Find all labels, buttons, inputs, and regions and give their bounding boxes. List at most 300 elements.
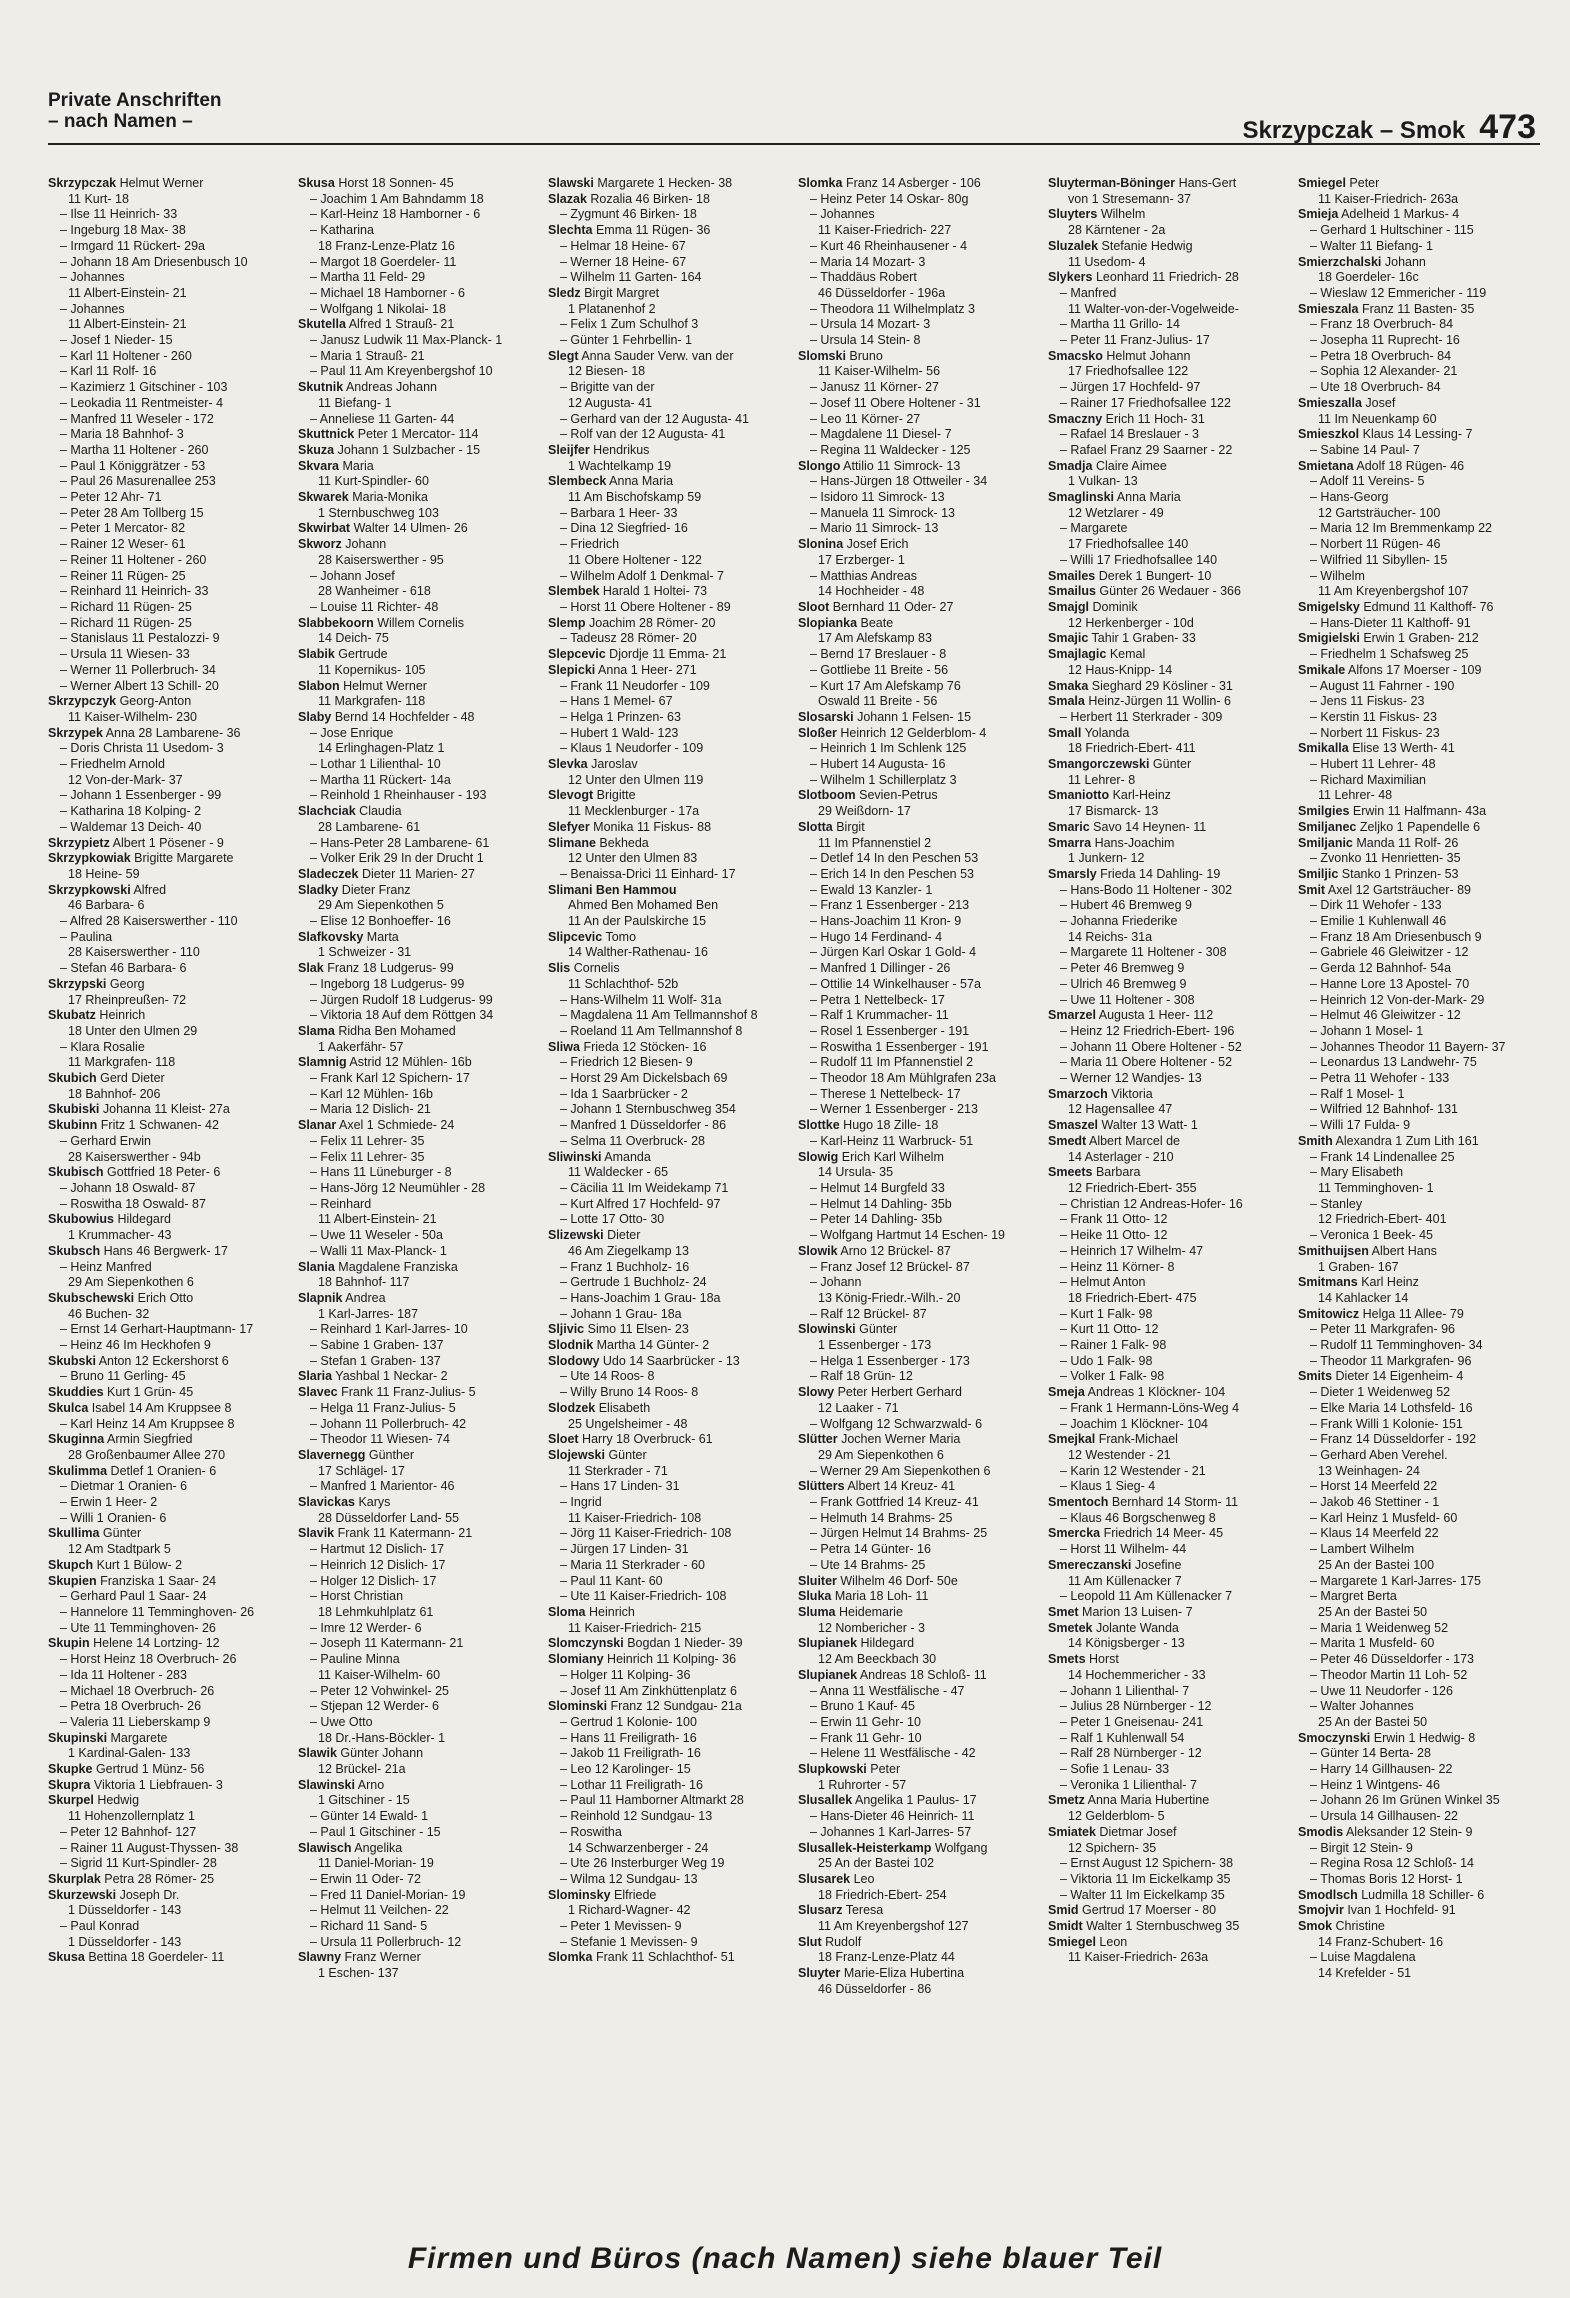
surname: Smaka xyxy=(1048,678,1089,693)
directory-subentry: – Holger 11 Kolping- 36 xyxy=(560,1667,691,1682)
surname: Smigielski xyxy=(1298,631,1360,646)
directory-subentry: – Stefan 46 Barbara- 6 xyxy=(60,961,187,976)
directory-subentry: 25 An der Bastei 50 xyxy=(1318,1714,1428,1729)
directory-subentry: 1 Platanenhof 2 xyxy=(568,301,656,316)
directory-subentry: – Barbara 1 Heer- 33 xyxy=(560,505,678,520)
directory-subentry: – Stjepan 12 Werder- 6 xyxy=(310,1699,440,1714)
directory-entry: Slodowy Udo 14 Saarbrücker - 13 xyxy=(548,1353,740,1368)
directory-subentry: – Helmut 46 Gleiwitzer - 12 xyxy=(1310,1008,1461,1023)
directory-subentry: – Klaus 1 Neudorfer - 109 xyxy=(560,741,704,756)
directory-entry: Slusallek-Heisterkamp Wolfgang xyxy=(798,1840,988,1855)
surname: Smercka xyxy=(1048,1526,1101,1541)
directory-subentry: 12 Friedrich-Ebert- 401 xyxy=(1318,1212,1447,1227)
directory-subentry: 11 Lehrer- 48 xyxy=(1318,788,1393,803)
surname: Smiljanec xyxy=(1298,819,1357,834)
directory-subentry: – Johann 1 Essenberger - 99 xyxy=(60,788,222,803)
directory-entry: Smarra Hans-Joachim xyxy=(1048,835,1175,850)
directory-column-4 xyxy=(798,176,1042,2186)
directory-subentry: 1 Vulkan- 13 xyxy=(1068,474,1138,489)
surname: Sliwa xyxy=(548,1039,580,1054)
directory-entry: Smilgies Erwin 11 Halfmann- 43a xyxy=(1298,804,1487,819)
directory-entry: Skubinn Fritz 1 Schwanen- 42 xyxy=(48,1118,219,1133)
directory-subentry: 12 Augusta- 41 xyxy=(568,395,653,410)
directory-entry: Slongo Attilio 11 Simrock- 13 xyxy=(798,458,961,473)
surname: Skwarek xyxy=(298,490,349,505)
directory-entry: Smacsko Helmut Johann xyxy=(1048,348,1191,363)
directory-subentry: – Doris Christa 11 Usedom- 3 xyxy=(60,741,224,756)
directory-subentry: – Richard 11 Rügen- 25 xyxy=(60,599,192,614)
surname: Smangorczewski xyxy=(1048,757,1150,772)
directory-subentry: – Hans-Jürgen 18 Ottweiler - 34 xyxy=(810,474,988,489)
directory-entry: Skulca Isabel 14 Am Kruppsee 8 xyxy=(48,1400,232,1415)
directory-subentry: – Richard Maximilian xyxy=(1310,772,1427,787)
directory-subentry: 14 Schwarzenberger - 24 xyxy=(568,1840,709,1855)
surname: Slimani Ben Hammou xyxy=(548,882,677,897)
surname: Slomski xyxy=(798,348,846,363)
directory-subentry: – Maria 12 Dislich- 21 xyxy=(310,1102,431,1117)
directory-subentry: – Sophia 12 Alexander- 21 xyxy=(1310,364,1458,379)
directory-subentry: – Leo 12 Karolinger- 15 xyxy=(560,1762,691,1777)
directory-subentry: – Horst Christian xyxy=(310,1589,404,1604)
directory-subentry: – Hubert 1 Wald- 123 xyxy=(560,725,679,740)
directory-subentry: – Viktoria 18 Auf dem Röttgen 34 xyxy=(310,1008,494,1023)
directory-entry: Smierzchalski Johann xyxy=(1298,254,1426,269)
directory-subentry: – Zygmunt 46 Birken- 18 xyxy=(560,207,697,222)
surname: Slaby xyxy=(298,709,332,724)
directory-entry: Sljivic Simo 11 Elsen- 23 xyxy=(548,1322,689,1337)
directory-subentry: – Harry 14 Gillhausen- 22 xyxy=(1310,1762,1453,1777)
directory-entry: Smarzel Augusta 1 Heer- 112 xyxy=(1048,1008,1214,1023)
directory-subentry: – Margarete 1 Karl-Jarres- 175 xyxy=(1310,1573,1481,1588)
directory-subentry: 17 Schlägel- 17 xyxy=(318,1463,405,1478)
directory-subentry: – Frank Willi 1 Kolonie- 151 xyxy=(1310,1416,1463,1431)
directory-subentry: – Rosel 1 Essenberger - 191 xyxy=(810,1023,970,1038)
directory-subentry: – Detlef 14 In den Peschen 53 xyxy=(810,851,979,866)
directory-entry: Smaniotto Karl-Heinz xyxy=(1048,788,1171,803)
surname: Smarsly xyxy=(1048,866,1097,881)
surname: Skupke xyxy=(48,1762,93,1777)
directory-subentry: – Richard 11 Sand- 5 xyxy=(310,1919,428,1934)
directory-entry: Slotboom Sevien-Petrus xyxy=(798,788,938,803)
directory-subentry: – Ida 11 Holtener - 283 xyxy=(60,1667,187,1682)
directory-subentry: 14 Kahlacker 14 xyxy=(1318,1290,1409,1305)
directory-entry: Skuginna Armin Siegfried xyxy=(48,1432,193,1447)
directory-subentry: – Heinrich 12 Dislich- 17 xyxy=(310,1557,446,1572)
directory-subentry: – Jakob 46 Stettiner - 1 xyxy=(1310,1495,1440,1510)
directory-subentry: – Jürgen 17 Linden- 31 xyxy=(560,1542,689,1557)
directory-subentry: – Lothar 1 Lilienthal- 10 xyxy=(310,757,441,772)
directory-entry: Slefyer Monika 11 Fiskus- 88 xyxy=(548,819,712,834)
directory-subentry: – Karin 12 Westender - 21 xyxy=(1060,1463,1206,1478)
directory-subentry: – Ursula 11 Pollerbruch- 12 xyxy=(310,1934,462,1949)
directory-subentry: 29 Am Siepenkothen 5 xyxy=(318,898,444,913)
directory-subentry: – Magdalene 11 Diesel- 7 xyxy=(810,427,952,442)
surname: Skupch xyxy=(48,1557,94,1572)
directory-subentry: 46 Düsseldorfer - 196a xyxy=(818,285,946,300)
directory-subentry: – Paul Konrad xyxy=(60,1919,140,1934)
directory-subentry: – Regina 11 Waldecker - 125 xyxy=(810,442,971,457)
surname: Smieszala xyxy=(1298,301,1359,316)
directory-entry: Slomiany Heinrich 11 Kolping- 36 xyxy=(548,1652,737,1667)
directory-subentry: – Maria 18 Bahnhof- 3 xyxy=(60,427,184,442)
directory-subentry: – August 11 Fahrner - 190 xyxy=(1310,678,1455,693)
directory-entry: Sluka Maria 18 Loh- 11 xyxy=(798,1589,929,1604)
surname: Sljivic xyxy=(548,1322,585,1337)
directory-subentry: – Bernd 17 Breslauer - 8 xyxy=(810,647,947,662)
surname: Smid xyxy=(1048,1903,1079,1918)
directory-subentry: – Johanna Friederike xyxy=(1060,914,1178,929)
surname: Slembek xyxy=(548,584,600,599)
directory-subentry: – Frank 11 Neudorfer - 109 xyxy=(560,678,710,693)
directory-subentry: – Hannelore 11 Temminghoven- 26 xyxy=(60,1604,255,1619)
surname: Skubschewski xyxy=(48,1290,135,1305)
directory-subentry: – Wilfried 12 Bahnhof- 131 xyxy=(1310,1102,1459,1117)
directory-subentry: – Peter 46 Düsseldorfer - 173 xyxy=(1310,1652,1474,1667)
directory-entry: Skrzypczak Helmut Werner xyxy=(48,176,204,190)
surname: Skubiski xyxy=(48,1102,100,1117)
directory-entry: Slavickas Karys xyxy=(298,1495,391,1510)
directory-subentry: – Karl Heinz 14 Am Kruppsee 8 xyxy=(60,1416,235,1431)
surname: Sloet xyxy=(548,1432,579,1447)
directory-subentry: 28 Kaiserswerther - 95 xyxy=(318,552,444,567)
directory-entry: Small Yolanda xyxy=(1048,725,1130,740)
directory-subentry: – Margarete xyxy=(1060,521,1128,536)
directory-subentry: 18 Heine- 59 xyxy=(68,866,140,881)
surname: Sledz xyxy=(548,285,581,300)
surname: Skulimma xyxy=(48,1463,108,1478)
directory-subentry: – Waldemar 13 Deich- 40 xyxy=(60,819,202,834)
directory-subentry: – Hans-Dieter 11 Kalthoff- 91 xyxy=(1310,615,1471,630)
directory-subentry: – Hans-Bodo 11 Holtener - 302 xyxy=(1060,882,1233,897)
directory-entry: Sloma Heinrich xyxy=(548,1604,635,1619)
directory-subentry: 18 Lehmkuhlplatz 61 xyxy=(318,1604,434,1619)
directory-subentry: – Rafael Franz 29 Saarner - 22 xyxy=(1060,442,1233,457)
directory-column-2 xyxy=(298,176,542,2186)
directory-subentry: – Kurt 17 Am Alefskamp 76 xyxy=(810,678,961,693)
directory-entry: Sladeczek Dieter 11 Marien- 27 xyxy=(298,866,475,881)
directory-entry: Skrzypkowiak Brigitte Margarete xyxy=(48,851,234,866)
surname: Skrzypkowski xyxy=(48,882,131,897)
directory-entry: Slaby Bernd 14 Hochfelder - 48 xyxy=(298,709,475,724)
directory-subentry: – Paul 11 Kant- 60 xyxy=(560,1573,663,1588)
directory-entry: Smietana Adolf 18 Rügen- 46 xyxy=(1298,458,1465,473)
surname: Smaniotto xyxy=(1048,788,1110,803)
directory-entry: Smiegel Leon xyxy=(1048,1934,1128,1949)
directory-subentry: – Peter 28 Am Tollberg 15 xyxy=(60,505,204,520)
directory-entry: Skuza Johann 1 Sulzbacher - 15 xyxy=(298,442,481,457)
surname: Smieszkol xyxy=(1298,427,1360,442)
directory-subentry: 1 Sternbuschweg 103 xyxy=(318,505,439,520)
surname: Skurplak xyxy=(48,1871,101,1886)
directory-subentry: – Christian 12 Andreas-Hofer- 16 xyxy=(1060,1196,1243,1211)
directory-subentry: 12 Laaker - 71 xyxy=(818,1400,899,1415)
surname: Slak xyxy=(298,961,324,976)
directory-entry: Slevogt Brigitte xyxy=(548,788,636,803)
directory-subentry: – Ida 1 Saarbrücker - 2 xyxy=(560,1086,688,1101)
directory-subentry: – Kazimierz 1 Gitschiner - 103 xyxy=(60,380,228,395)
directory-subentry: 12 Gelderblom- 5 xyxy=(1068,1809,1165,1824)
directory-subentry: – Johannes xyxy=(60,270,125,285)
directory-entry: Skubowius Hildegard xyxy=(48,1212,171,1227)
directory-entry: Slanar Axel 1 Schmiede- 24 xyxy=(298,1118,455,1133)
directory-subentry: – Uwe 11 Neudorfer - 126 xyxy=(1310,1683,1453,1698)
surname: Slawik xyxy=(298,1746,337,1761)
surname: Smereczanski xyxy=(1048,1557,1132,1572)
surname: Slaria xyxy=(298,1369,333,1384)
surname: Slodzek xyxy=(548,1400,596,1415)
surname: Slabbekoorn xyxy=(298,615,374,630)
directory-entry: Skrzypczyk Georg-Anton xyxy=(48,694,192,709)
directory-entry: Skubiski Johanna 11 Kleist- 27a xyxy=(48,1102,230,1117)
directory-subentry: 12 Wetzlarer - 49 xyxy=(1068,505,1164,520)
directory-entry: Skubich Gerd Dieter xyxy=(48,1071,165,1086)
directory-subentry: – Erwin 11 Oder- 72 xyxy=(310,1871,421,1886)
directory-subentry: 11 Obere Holtener - 122 xyxy=(568,552,702,567)
directory-subentry: 25 An der Bastei 100 xyxy=(1318,1557,1435,1572)
surname: Slomiany xyxy=(548,1652,604,1667)
directory-subentry: – Rainer 17 Friedhofsallee 122 xyxy=(1060,395,1231,410)
directory-entry: Skupien Franziska 1 Saar- 24 xyxy=(48,1573,217,1588)
surname: Smidt xyxy=(1048,1919,1083,1934)
directory-subentry: – Theodor Martin 11 Loh- 52 xyxy=(1310,1667,1468,1682)
directory-entry: Slavec Frank 11 Franz-Julius- 5 xyxy=(298,1385,476,1400)
directory-entry: Slipcevic Tomo xyxy=(548,929,637,944)
surname: Skrzypski xyxy=(48,976,107,991)
directory-subentry: – Imre 12 Werder- 6 xyxy=(310,1620,422,1635)
header-rule xyxy=(48,143,1540,145)
directory-subentry: 18 Dr.-Hans-Böckler- 1 xyxy=(318,1730,446,1745)
directory-subentry: – Franz 1 Essenberger - 213 xyxy=(810,898,970,913)
directory-subentry: – Heike 11 Otto- 12 xyxy=(1060,1228,1168,1243)
directory-subentry: – Jakob 11 Freiligrath- 16 xyxy=(560,1746,701,1761)
directory-subentry: – Matthias Andreas xyxy=(810,568,918,583)
directory-subentry: – Wolfgang 1 Nikolai- 18 xyxy=(310,301,446,316)
directory-entry: Slupianek Andreas 18 Schloß- 11 xyxy=(798,1667,987,1682)
directory-subentry: 13 Weinhagen- 24 xyxy=(1318,1463,1420,1478)
directory-subentry: – Günter 14 Berta- 28 xyxy=(1310,1746,1431,1761)
directory-subentry: – Horst 11 Wilhelm- 44 xyxy=(1060,1542,1187,1557)
directory-subentry: – Horst 29 Am Dickelsbach 69 xyxy=(560,1071,728,1086)
directory-entry: Smailes Derek 1 Bungert- 10 xyxy=(1048,568,1212,583)
directory-subentry: – Werner Albert 13 Schill- 20 xyxy=(60,678,219,693)
directory-subentry: – Cäcilia 11 Im Weidekamp 71 xyxy=(560,1181,729,1195)
directory-entry: Smangorczewski Günter xyxy=(1048,757,1192,772)
surname: Skubsch xyxy=(48,1243,101,1258)
surname: Smejkal xyxy=(1048,1432,1096,1447)
surname: Skwirbat xyxy=(298,521,351,536)
directory-subentry: – Marita 1 Musfeld- 60 xyxy=(1310,1636,1435,1651)
directory-entry: Smaczny Erich 11 Hoch- 31 xyxy=(1048,411,1205,426)
directory-entry: Smieja Adelheid 1 Markus- 4 xyxy=(1298,207,1460,222)
directory-entry: Slonina Josef Erich xyxy=(798,537,909,552)
surname: Smala xyxy=(1048,694,1085,709)
directory-subentry: – Johann 1 Sternbuschweg 354 xyxy=(560,1102,736,1117)
surname: Smeja xyxy=(1048,1385,1085,1400)
directory-subentry: – Petra 18 Overbruch- 26 xyxy=(60,1699,202,1714)
directory-subentry: 11 Kaiser-Friedrich- 108 xyxy=(568,1510,702,1525)
surname: Slütter xyxy=(798,1432,838,1447)
directory-column-5 xyxy=(1048,176,1292,2186)
directory-subentry: 1 Gitschiner - 15 xyxy=(318,1793,410,1808)
directory-subentry: – Leopold 11 Am Küllenacker 7 xyxy=(1060,1589,1233,1604)
directory-subentry: – Manfred 1 Düsseldorfer - 86 xyxy=(560,1118,727,1133)
surname: Skuddies xyxy=(48,1385,104,1400)
directory-subentry: – Günter 14 Ewald- 1 xyxy=(310,1809,429,1824)
directory-subentry: – Walter 11 Im Eickelkamp 35 xyxy=(1060,1887,1225,1902)
directory-subentry: 11 Im Pfannenstiel 2 xyxy=(818,835,932,850)
directory-subentry: – Hans 11 Freiligrath- 16 xyxy=(560,1730,697,1745)
directory-subentry: – Stefanie 1 Mevissen- 9 xyxy=(560,1934,698,1949)
directory-entry: Smajlagic Kemal xyxy=(1048,647,1146,662)
directory-entry: Slegt Anna Sauder Verw. van der xyxy=(548,348,734,363)
directory-subentry: – Karl 11 Holtener - 260 xyxy=(60,348,192,363)
surname: Slis xyxy=(548,961,571,976)
surname: Slipcevic xyxy=(548,929,603,944)
directory-entry: Smedt Albert Marcel de xyxy=(1048,1133,1180,1148)
surname: Smiegel xyxy=(1048,1934,1096,1949)
surname: Sluyter xyxy=(798,1966,841,1981)
directory-subentry: – Maria 12 Im Bremmenkamp 22 xyxy=(1310,521,1493,536)
directory-subentry: – Birgit 12 Stein- 9 xyxy=(1310,1840,1413,1855)
directory-entry: Slafkovsky Marta xyxy=(298,929,399,944)
directory-entry: Slamnig Astrid 12 Mühlen- 16b xyxy=(298,1055,472,1070)
directory-subentry: – Fred 11 Daniel-Morian- 19 xyxy=(310,1887,466,1902)
directory-subentry: 14 Hochemmericher - 33 xyxy=(1068,1667,1206,1682)
directory-entry: Skutnik Andreas Johann xyxy=(298,380,437,395)
directory-entry: Skrzypietz Albert 1 Pösener - 9 xyxy=(48,835,224,850)
directory-subentry: – Wilhelm 11 Garten- 164 xyxy=(560,270,702,285)
directory-subentry: – Klaus 14 Meerfeld 22 xyxy=(1310,1526,1439,1541)
directory-subentry: – Heinrich 1 Im Schlenk 125 xyxy=(810,741,967,756)
directory-entry: Skusa Horst 18 Sonnen- 45 xyxy=(298,176,454,190)
directory-subentry: – Martha 11 Grillo- 14 xyxy=(1060,317,1180,332)
directory-subentry: 11 An der Paulskirche 15 xyxy=(568,914,707,929)
directory-subentry: – Maria 14 Mozart- 3 xyxy=(810,254,926,269)
directory-subentry: – Uwe Otto xyxy=(310,1714,373,1729)
directory-subentry: – Ernst 14 Gerhart-Hauptmann- 17 xyxy=(60,1322,254,1337)
directory-entry: Slotta Birgit xyxy=(798,819,865,834)
directory-subentry: – Katharina 18 Kolping- 2 xyxy=(60,804,202,819)
directory-subentry: – Maria 1 Strauß- 21 xyxy=(310,348,425,363)
directory-subentry: – Franz 14 Düsseldorfer - 192 xyxy=(1310,1432,1477,1447)
running-header xyxy=(1242,108,1536,147)
surname: Smajgl xyxy=(1048,599,1089,614)
directory-subentry: – Leokadia 11 Rentmeister- 4 xyxy=(60,395,224,410)
directory-subentry: – Theodora 11 Wilhelmplatz 3 xyxy=(810,301,975,316)
directory-subentry: 46 Düsseldorfer - 86 xyxy=(818,1981,932,1996)
directory-entry: Smok Christine xyxy=(1298,1919,1385,1934)
directory-subentry: – Reinhold 12 Sundgau- 13 xyxy=(560,1809,713,1824)
directory-subentry: 46 Barbara- 6 xyxy=(68,898,145,913)
directory-subentry: – Johann 11 Pollerbruch- 42 xyxy=(310,1416,467,1431)
directory-subentry: – Hans 17 Linden- 31 xyxy=(560,1479,680,1494)
surname: Skubski xyxy=(48,1353,96,1368)
directory-subentry: 12 Friedrich-Ebert- 355 xyxy=(1068,1181,1197,1195)
directory-subentry: 14 Franz-Schubert- 16 xyxy=(1318,1934,1444,1949)
directory-entry: Slusarek Leo xyxy=(798,1871,875,1886)
directory-entry: Slevka Jaroslav xyxy=(548,757,638,772)
directory-subentry: – Michael 18 Overbruch- 26 xyxy=(60,1683,215,1698)
directory-subentry: – Regina Rosa 12 Schloß- 14 xyxy=(1310,1856,1474,1871)
surname: Slefyer xyxy=(548,819,590,834)
directory-subentry: – Jörg 11 Kaiser-Friedrich- 108 xyxy=(560,1526,732,1541)
directory-subentry: 11 Kurt-Spindler- 60 xyxy=(318,474,429,489)
directory-entry: Smet Marion 13 Luisen- 7 xyxy=(1048,1604,1193,1619)
surname: Skurpel xyxy=(48,1793,94,1808)
directory-entry: Sloet Harry 18 Overbruck- 61 xyxy=(548,1432,713,1447)
directory-entry: Skubisch Gottfried 18 Peter- 6 xyxy=(48,1165,221,1180)
directory-subentry: – Viktoria 11 Im Eickelkamp 35 xyxy=(1060,1871,1231,1886)
directory-entry: Skupke Gertrud 1 Münz- 56 xyxy=(48,1762,205,1777)
directory-entry: Skupin Helene 14 Lortzing- 12 xyxy=(48,1636,220,1651)
directory-entry: Smadja Claire Aimee xyxy=(1048,458,1167,473)
directory-entry: Skrzypski Georg xyxy=(48,976,145,991)
directory-entry: Slodnik Martha 14 Günter- 2 xyxy=(548,1338,710,1353)
section-title-line2: – nach Namen – xyxy=(48,111,193,132)
directory-subentry: 11 Kopernikus- 105 xyxy=(318,662,426,677)
directory-subentry: – Helene 11 Westfälische - 42 xyxy=(810,1746,976,1761)
directory-entry: Slominski Franz 12 Sundgau- 21a xyxy=(548,1699,742,1714)
directory-entry: Slachciak Claudia xyxy=(298,804,402,819)
directory-entry: Slütters Albert 14 Kreuz- 41 xyxy=(798,1479,956,1494)
directory-subentry: 11 Am Kreyenbergshof 107 xyxy=(1318,584,1469,599)
directory-entry: Slabbekoorn Willem Cornelis xyxy=(298,615,465,630)
directory-subentry: – Martha 11 Feld- 29 xyxy=(310,270,426,285)
directory-entry: Slupkowski Peter xyxy=(798,1762,901,1777)
directory-subentry: 28 Wanheimer - 618 xyxy=(318,584,431,599)
surname: Slamnig xyxy=(298,1055,347,1070)
directory-entry: Slizewski Dieter xyxy=(548,1228,641,1243)
directory-subentry: – Kerstin 11 Fiskus- 23 xyxy=(1310,709,1437,724)
directory-subentry: – Gerhard 1 Hultschiner - 115 xyxy=(1310,223,1474,238)
directory-subentry: – Joachim 1 Am Bahndamm 18 xyxy=(310,191,484,206)
directory-subentry: – Bruno 11 Gerling- 45 xyxy=(60,1369,186,1384)
surname: Slowinski xyxy=(798,1322,856,1337)
directory-subentry: – Frank 11 Gehr- 10 xyxy=(810,1730,922,1745)
directory-subentry: – Sabine 14 Paul- 7 xyxy=(1310,442,1420,457)
directory-subentry: – Felix 11 Lehrer- 35 xyxy=(310,1149,425,1164)
directory-subentry: – Thaddäus Robert xyxy=(810,270,917,285)
directory-subentry: 28 Kaiserswerther - 94b xyxy=(68,1149,201,1164)
directory-entry: Slapnik Andrea xyxy=(298,1290,386,1305)
directory-entry: Slania Magdalene Franziska xyxy=(298,1259,458,1274)
surname: Sladky xyxy=(298,882,339,897)
surname: Slapnik xyxy=(298,1290,343,1305)
directory-subentry: – Rudolf 11 Im Pfannenstiel 2 xyxy=(810,1055,974,1070)
surname: Sliwinski xyxy=(548,1149,602,1164)
directory-subentry: – Hans 11 Lüneburger - 8 xyxy=(310,1165,452,1180)
surname: Slemp xyxy=(548,615,586,630)
directory-subentry: – Magdalena 11 Am Tellmannshof 8 xyxy=(560,1008,758,1023)
directory-subentry: – Louise 11 Richter- 48 xyxy=(310,599,439,614)
directory-subentry: – Paul 1 Königgrätzer - 53 xyxy=(60,458,206,473)
directory-subentry: 1 Ruhrorter - 57 xyxy=(818,1777,907,1792)
directory-subentry: – Paulina xyxy=(60,929,113,944)
directory-subentry: – Elise 12 Bonhoeffer- 16 xyxy=(310,914,451,929)
directory-subentry: 11 Albert-Einstein- 21 xyxy=(68,317,187,332)
directory-column-1 xyxy=(48,176,292,2186)
directory-entry: Smereczanski Josefine xyxy=(1048,1557,1182,1572)
directory-entry: Skupinski Margarete xyxy=(48,1730,168,1745)
directory-subentry: – Willy Bruno 14 Roos- 8 xyxy=(560,1385,699,1400)
directory-subentry: – Ingeburg 18 Max- 38 xyxy=(60,223,186,238)
directory-entry: Skwarek Maria-Monika xyxy=(298,490,428,505)
directory-subentry: – Rainer 1 Falk- 98 xyxy=(1060,1338,1167,1353)
directory-subentry: – Hans-Dieter 46 Heinrich- 11 xyxy=(810,1809,975,1824)
directory-subentry: – Heinz Peter 14 Oskar- 80g xyxy=(810,191,969,206)
directory-subentry: Ahmed Ben Mohamed Ben xyxy=(568,898,719,913)
directory-subentry: 11 Markgrafen- 118 xyxy=(318,694,426,709)
